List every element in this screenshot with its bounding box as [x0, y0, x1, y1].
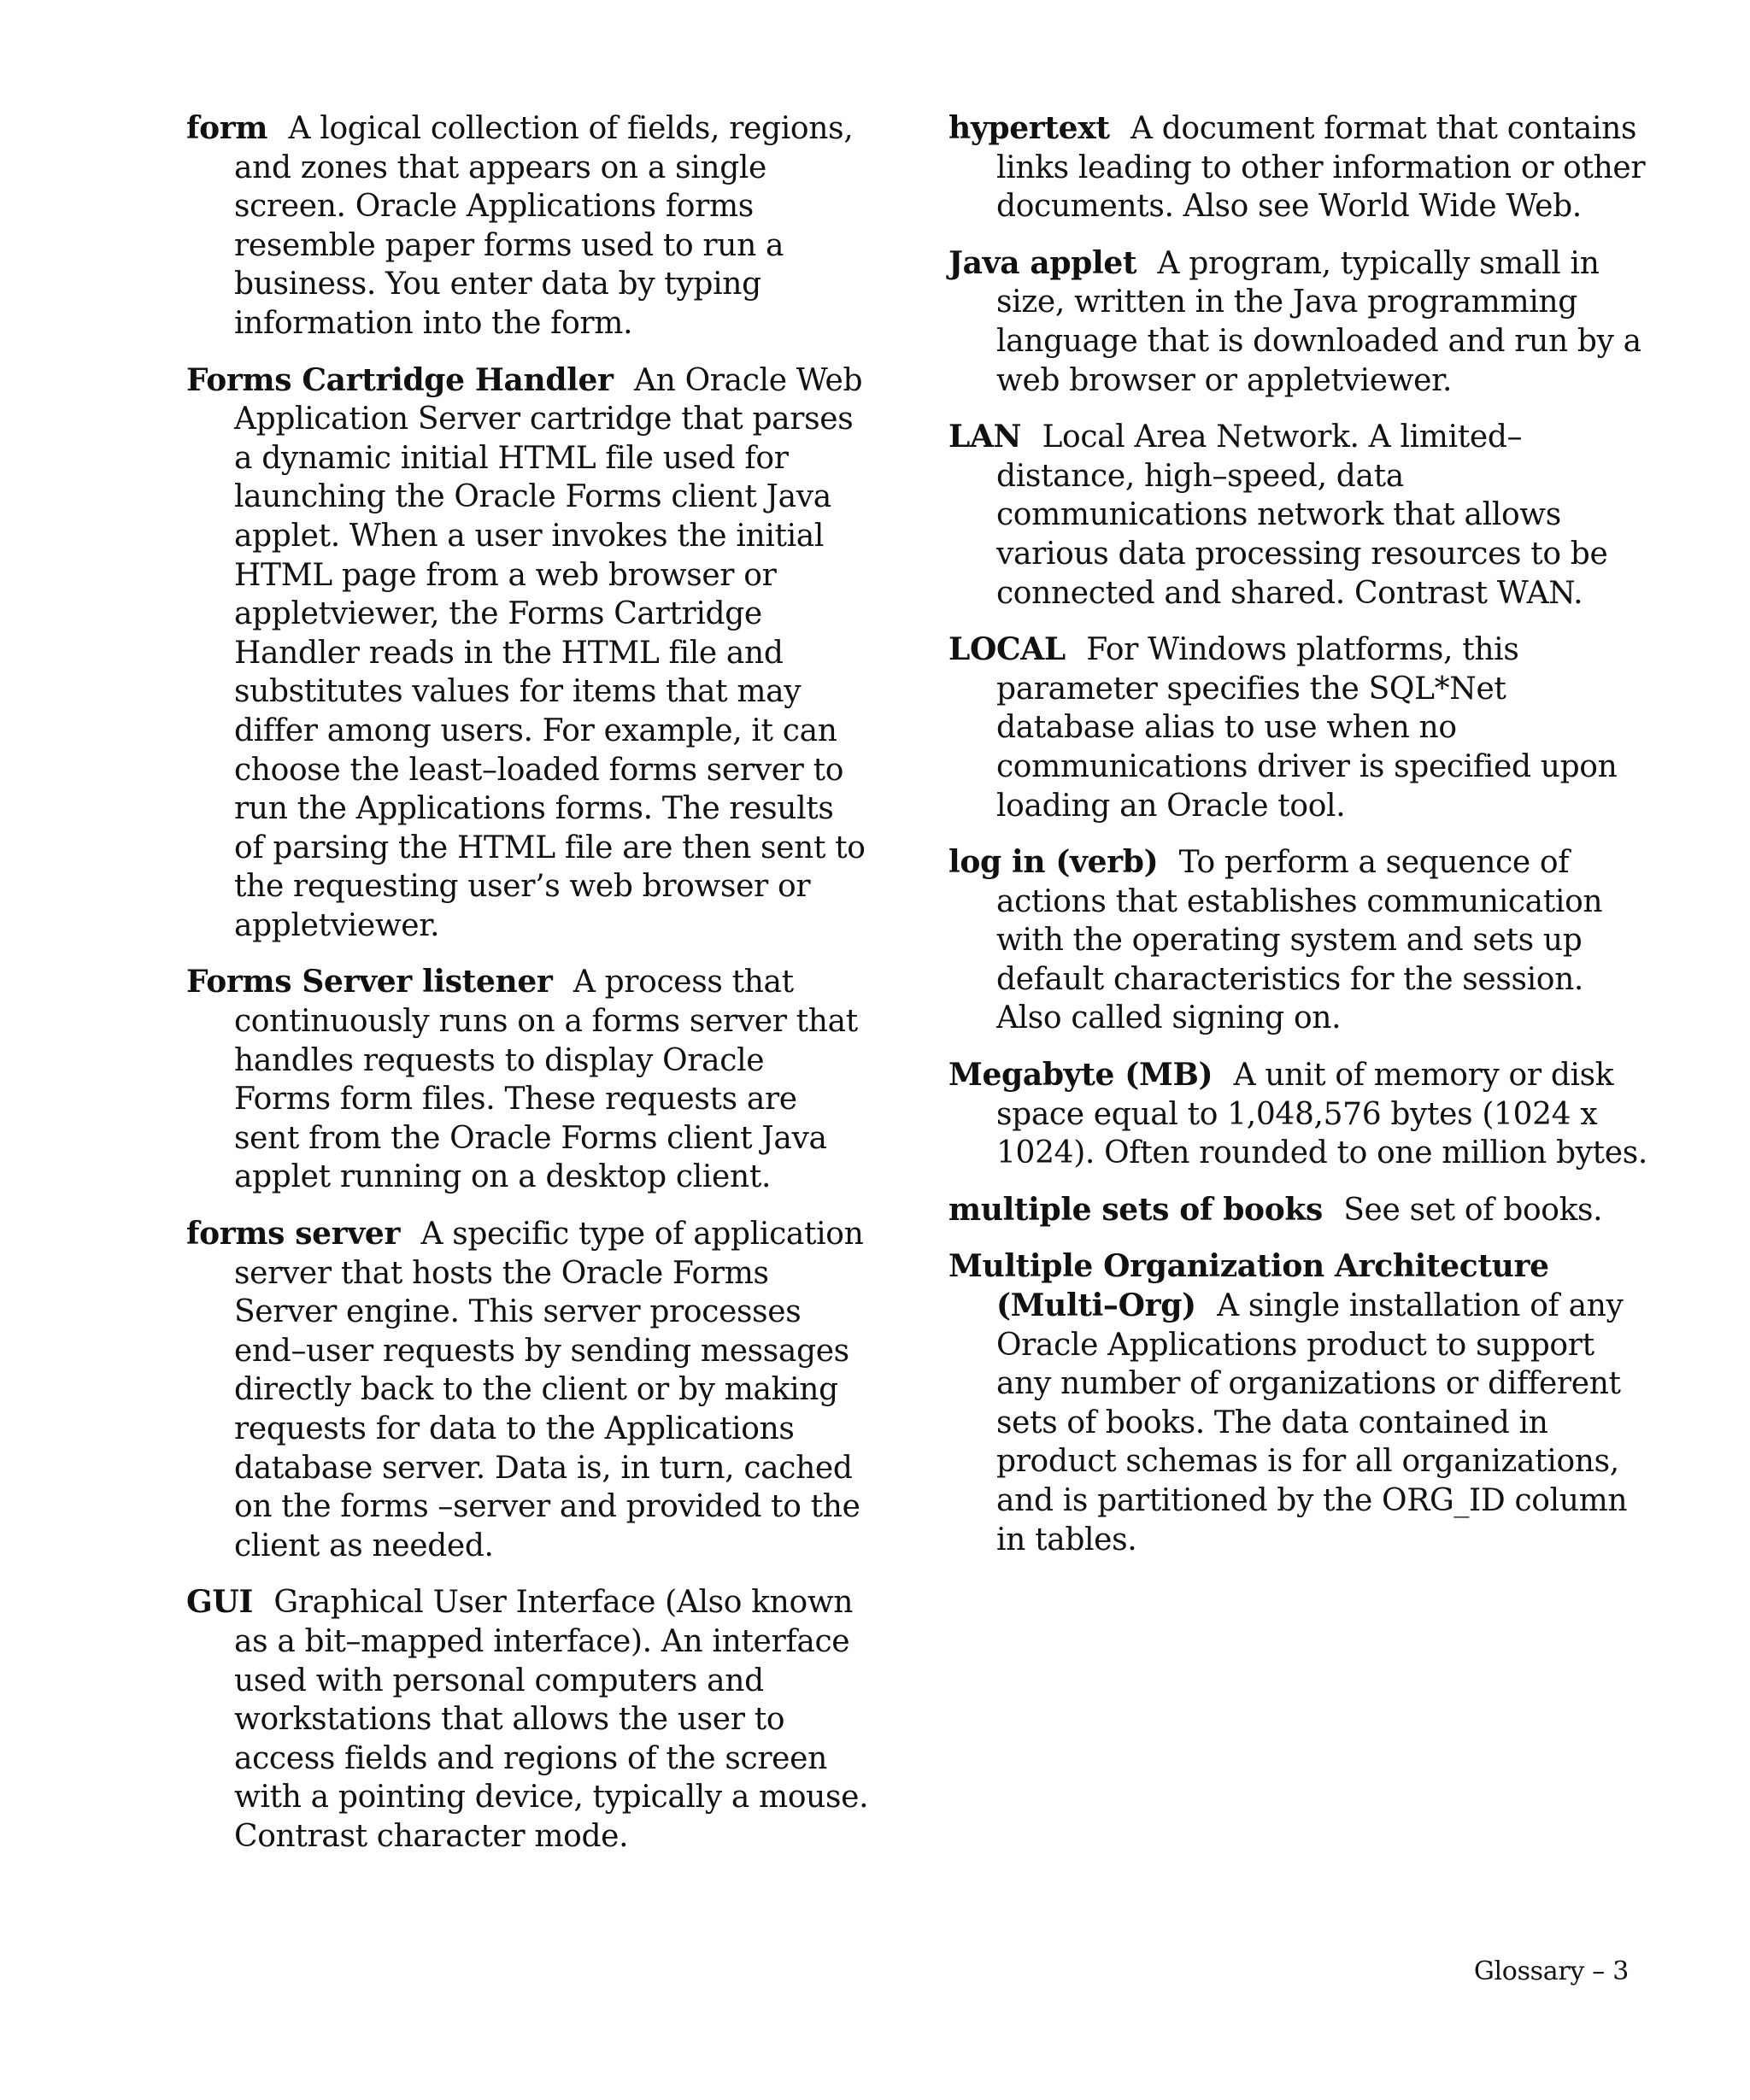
glossary-entry-local	[948, 631, 1649, 825]
glossary-definition: A process that continuously runs on a forms server that handles requests to display Oracle Forms form files. These requests are sent from the Oracle Forms client Java applet running on a desktop client.	[234, 965, 858, 1195]
glossary-term: Forms Server listener	[186, 964, 553, 1000]
glossary-entry-java-applet	[948, 244, 1649, 400]
glossary-definition: To perform a sequence of actions that establishes communication with the operating system and sets up default characteristics for the session. Also called signing on.	[996, 845, 1603, 1036]
page-footer-label: Glossary – 3	[1473, 1956, 1629, 1986]
glossary-entry-megabyte	[948, 1056, 1649, 1173]
glossary-term: Megabyte (MB)	[948, 1057, 1213, 1094]
glossary-definition: An Oracle Web Application Server cartridge that parses a dynamic initial HTML file used for launching the Oracle Forms client Java applet. When a user invokes the initial HTML page from a web browser or appletviewer, the Forms Cartridge Handler reads in the HTML file and substitutes values for items that may differ among users. For example, it can choose the least–loaded forms server to run the Applications forms. The results of parsing the HTML file are then sent to the requesting user’s web browser or appletviewer.	[234, 362, 866, 943]
glossary-term: form	[186, 110, 268, 146]
glossary-left-column	[186, 109, 870, 1874]
glossary-definition: See set of books.	[1343, 1192, 1603, 1228]
glossary-entry-log-in	[948, 843, 1649, 1038]
glossary-definition: A logical collection of fields, regions, and zones that appears on a single screen. Oracle Applications forms resemble paper forms used to run a business. You enter data by typing information into the form.	[234, 111, 854, 341]
glossary-entry-lan	[948, 418, 1649, 613]
glossary-definition: A specific type of application server that hosts the Oracle Forms Server engine. This server processes end–user requests by sending messages directly back to the client or by making requests for data to the Applications database server. Data is, in turn, cached on the forms –server and provided to the client as needed.	[234, 1217, 864, 1563]
glossary-entry-multi-org	[948, 1247, 1649, 1559]
glossary-definition: A single installation of any Oracle Applications product to support any number of organizations or different sets of books. The data contained in product schemas is for all organizations, and is partitioned by the ORG_ID column in tables.	[996, 1288, 1628, 1557]
glossary-term: forms server	[186, 1216, 401, 1252]
glossary-entry-forms-cartridge-handler	[186, 361, 870, 946]
glossary-term: multiple sets of books	[948, 1191, 1323, 1228]
glossary-term: Java applet	[948, 244, 1137, 281]
glossary-definition: A document format that contains links leading to other information or other documents. Also see World Wide Web.	[996, 111, 1646, 225]
glossary-term: hypertext	[948, 110, 1110, 146]
glossary-definition: For Windows platforms, this parameter specifies the SQL*Net database alias to use when no communications driver is specified upon loading an Oracle tool.	[996, 632, 1618, 824]
glossary-entry-forms-server	[186, 1215, 870, 1565]
glossary-right-column	[948, 109, 1649, 1577]
glossary-entry-multiple-sets-of-books	[948, 1191, 1649, 1230]
glossary-definition: Local Area Network. A limited–distance, high–speed, data communications network that allows various data processing resources to be connected and shared. Contrast WAN.	[996, 419, 1608, 611]
glossary-definition: A unit of memory or disk space equal to 1,048,576 bytes (1024 x 1024). Often rounded to one million bytes.	[996, 1058, 1647, 1171]
glossary-term: log in (verb)	[948, 844, 1159, 881]
glossary-definition: Graphical User Interface (Also known as a bit–mapped interface). An interface used with personal computers and workstations that allows the user to access fields and regions of the screen with a pointing device, typically a mouse. Contrast character mode.	[234, 1585, 869, 1854]
glossary-term: Multiple Organization Architecture (Multi–Org)	[948, 1248, 1549, 1324]
glossary-term: GUI	[186, 1584, 253, 1621]
glossary-entry-forms-server-listener	[186, 963, 870, 1197]
glossary-term: Forms Cartridge Handler	[186, 361, 614, 398]
glossary-definition: A program, typically small in size, written in the Java programming language that is downloaded and run by a web browser or appletviewer.	[996, 245, 1641, 398]
glossary-term: LAN	[948, 419, 1022, 455]
glossary-entry-gui	[186, 1583, 870, 1856]
glossary-entry-form	[186, 109, 870, 343]
glossary-entry-hypertext	[948, 109, 1649, 226]
glossary-term: LOCAL	[948, 631, 1066, 668]
